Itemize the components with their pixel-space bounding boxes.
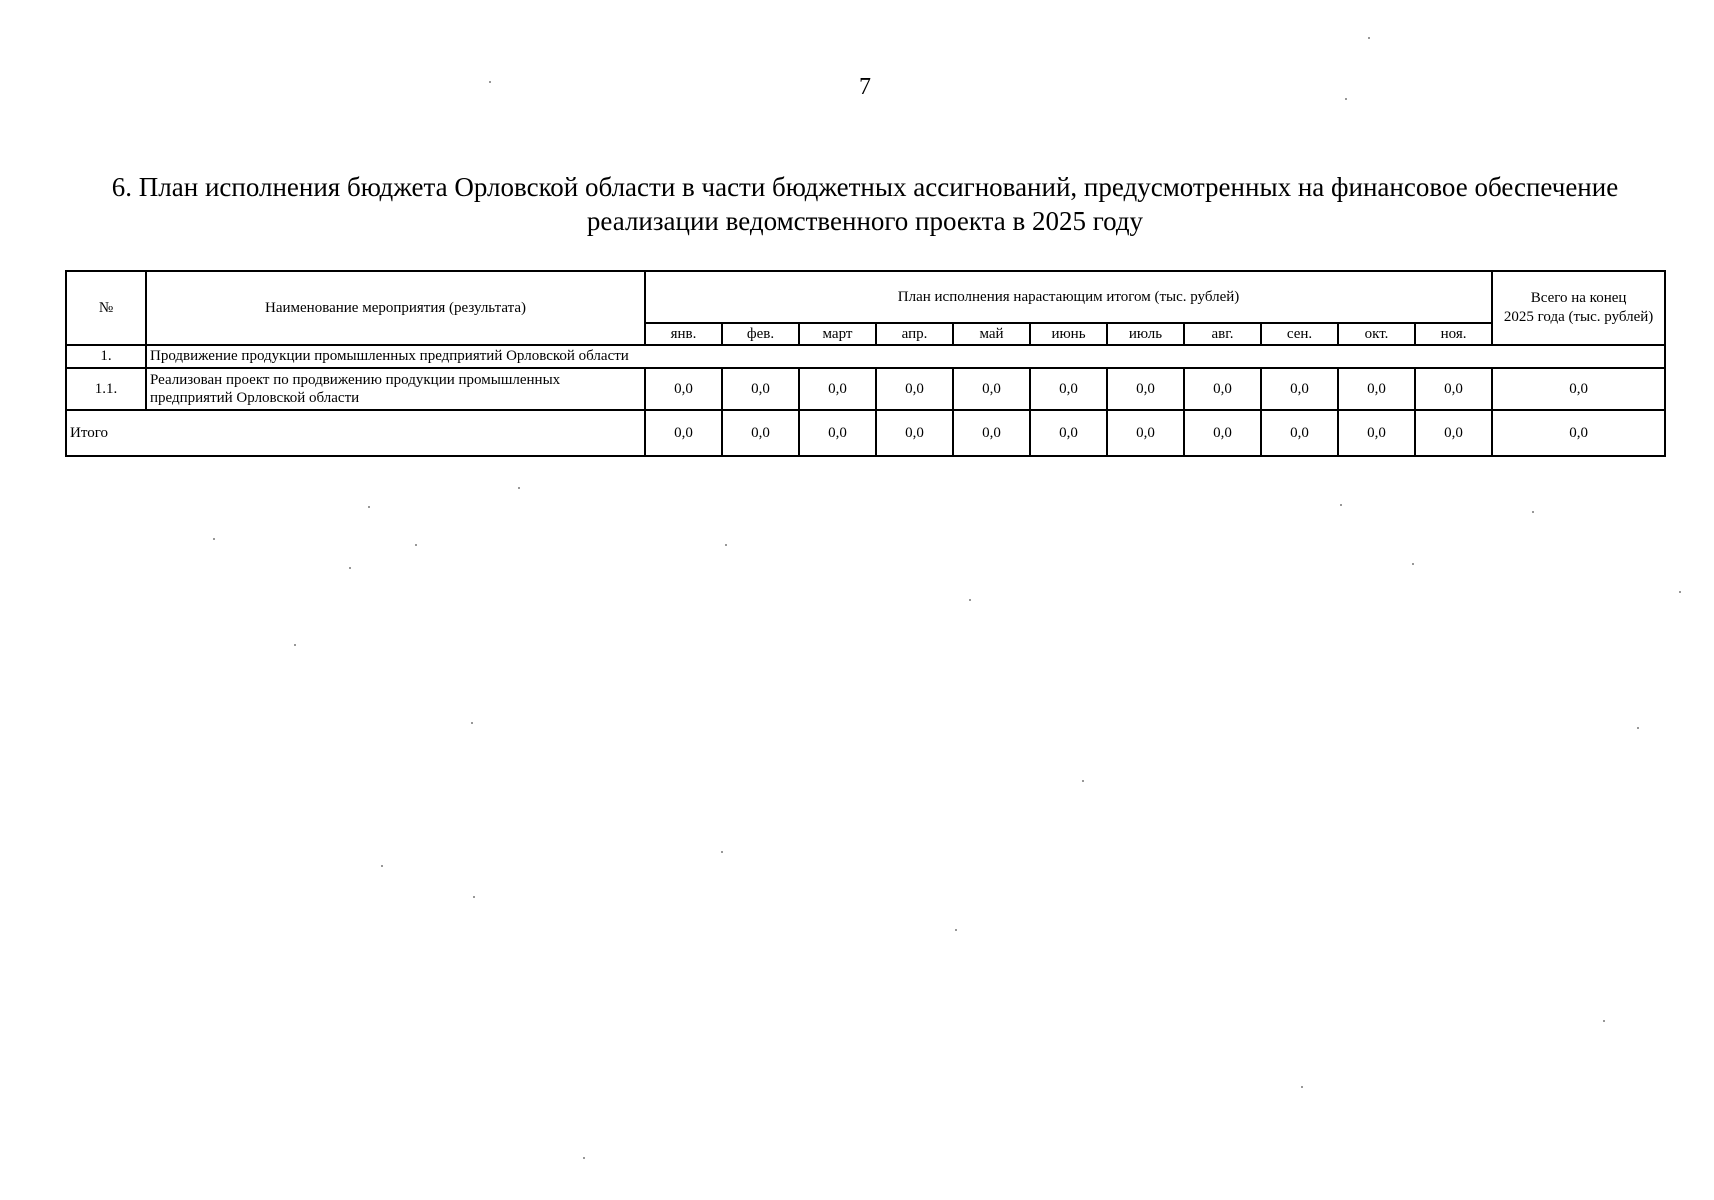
total-value: 0,0: [722, 410, 799, 456]
month-header: июль: [1107, 323, 1184, 345]
budget-plan-table: [65, 270, 1666, 457]
item-value: 0,0: [876, 368, 953, 410]
total-value: 0,0: [1261, 410, 1338, 456]
scan-speck: [1603, 1020, 1605, 1022]
total-value: 0,0: [1184, 410, 1261, 456]
item-value: 0,0: [1415, 368, 1492, 410]
item-name-line-2: предприятий Орловской области: [150, 390, 360, 406]
page-number: 7: [859, 74, 871, 100]
scan-speck: [368, 506, 370, 508]
total-value: 0,0: [1338, 410, 1415, 456]
scan-speck: [969, 599, 971, 601]
month-header: окт.: [1338, 323, 1415, 345]
scan-speck: [583, 1157, 585, 1159]
header-plan: План исполнения нарастающим итогом (тыс. рублей): [645, 271, 1492, 323]
scan-speck: [471, 722, 473, 724]
total-value: 0,0: [876, 410, 953, 456]
month-header: апр.: [876, 323, 953, 345]
item-number: 1.1.: [66, 368, 146, 410]
table-row-item: [66, 368, 1665, 410]
scan-speck: [415, 544, 417, 546]
scan-speck: [294, 644, 296, 646]
section-number: 1.: [66, 345, 146, 368]
scan-speck: [473, 896, 475, 898]
scan-speck: [1532, 511, 1534, 513]
scan-speck: [381, 865, 383, 867]
header-number: №: [66, 271, 146, 345]
item-value: 0,0: [1184, 368, 1261, 410]
month-header: янв.: [645, 323, 722, 345]
scan-speck: [1637, 727, 1639, 729]
header-row: [66, 271, 1665, 323]
header-total-line-1: Всего на конец: [1530, 290, 1627, 306]
total-value: 0,0: [1030, 410, 1107, 456]
table-row-section: [66, 345, 1665, 368]
table-row-total: [66, 410, 1665, 456]
scan-speck: [1345, 98, 1347, 100]
month-header: ноя.: [1415, 323, 1492, 345]
scan-speck: [518, 487, 520, 489]
scan-speck: [1340, 504, 1342, 506]
scan-speck: [725, 544, 727, 546]
grand-total: 0,0: [1492, 410, 1665, 456]
scan-speck: [349, 567, 351, 569]
page-title: [62, 170, 1668, 238]
title-line-2: реализации ведомственного проекта в 2025 году: [586, 206, 1144, 236]
scan-speck: [213, 538, 215, 540]
month-header: сен.: [1261, 323, 1338, 345]
total-value: 0,0: [953, 410, 1030, 456]
item-name-line-1: Реализован проект по продвижению продукции промышленных: [150, 372, 561, 388]
scan-speck: [1368, 37, 1370, 39]
total-value: 0,0: [1415, 410, 1492, 456]
section-name: Продвижение продукции промышленных предприятий Орловской области: [146, 345, 1665, 368]
item-total: 0,0: [1492, 368, 1665, 410]
scan-speck: [1679, 591, 1681, 593]
item-name: [146, 368, 645, 410]
scan-speck: [1082, 780, 1084, 782]
scan-speck: [955, 929, 957, 931]
scan-speck: [721, 851, 723, 853]
total-label: Итого: [66, 410, 645, 456]
item-value: 0,0: [722, 368, 799, 410]
item-value: 0,0: [1030, 368, 1107, 410]
scan-speck: [489, 81, 491, 83]
item-value: 0,0: [1338, 368, 1415, 410]
header-total-line-2: 2025 года (тыс. рублей): [1503, 309, 1654, 325]
scan-speck: [1301, 1086, 1303, 1088]
item-value: 0,0: [1107, 368, 1184, 410]
item-value: 0,0: [1261, 368, 1338, 410]
header-total: [1492, 271, 1665, 345]
total-value: 0,0: [799, 410, 876, 456]
scan-speck: [1412, 563, 1414, 565]
total-value: 0,0: [645, 410, 722, 456]
month-header: май: [953, 323, 1030, 345]
header-name: Наименование мероприятия (результата): [146, 271, 645, 345]
month-header: авг.: [1184, 323, 1261, 345]
item-value: 0,0: [799, 368, 876, 410]
month-header: фев.: [722, 323, 799, 345]
item-value: 0,0: [953, 368, 1030, 410]
month-header: март: [799, 323, 876, 345]
item-value: 0,0: [645, 368, 722, 410]
title-line-1: 6. План исполнения бюджета Орловской области в части бюджетных ассигнований, предусмотренных на финансовое обеспечение: [111, 172, 1619, 202]
month-header: июнь: [1030, 323, 1107, 345]
total-value: 0,0: [1107, 410, 1184, 456]
